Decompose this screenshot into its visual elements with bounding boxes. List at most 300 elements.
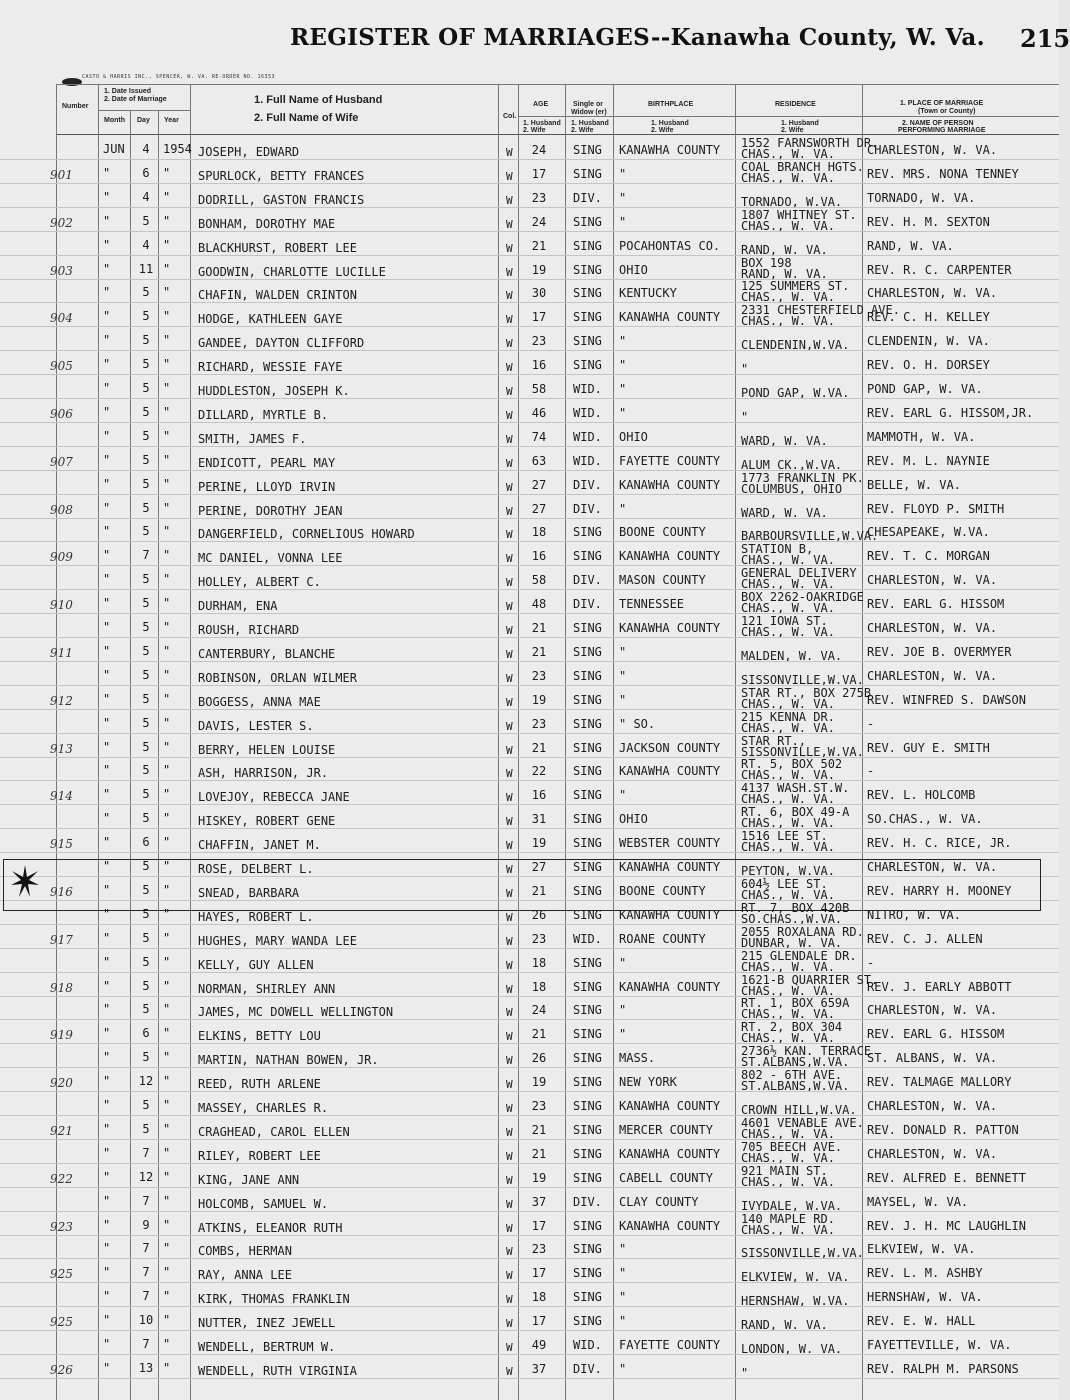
row-rule: [0, 757, 1059, 758]
table-row: [0, 1213, 1059, 1237]
color-cell: W: [506, 193, 513, 207]
place-of-marriage: NITRO, W. VA.: [867, 907, 961, 922]
age-cell: 21: [531, 621, 547, 635]
table-row: [0, 758, 1059, 782]
marital-status: DIV.: [573, 597, 602, 612]
residence-line-1: 215 KENNA DR.: [741, 709, 835, 724]
month-cell: ": [103, 978, 111, 993]
birthplace-cell: ": [619, 358, 627, 373]
color-cell: W: [506, 337, 513, 351]
age-cell: 58: [531, 573, 547, 588]
residence-line-2: IVYDALE, W.VA.: [741, 1198, 843, 1213]
year-cell: ": [163, 1313, 171, 1328]
year-cell: ": [163, 930, 171, 945]
year-cell: ": [163, 835, 171, 850]
place-of-marriage: CHARLESTON, W. VA.: [867, 668, 998, 683]
place-of-marriage: REV. H. C. RICE, JR.: [867, 836, 1012, 851]
marital-status: SING: [573, 1027, 602, 1042]
color-cell: W: [506, 791, 513, 805]
place-of-marriage: CHARLESTON, W. VA.: [867, 860, 998, 874]
year-cell: ": [163, 524, 171, 539]
row-rule: [0, 661, 1059, 662]
table-row: [0, 782, 1059, 806]
day-cell: 5: [142, 906, 150, 921]
place-of-marriage: ST. ALBANS, W. VA.: [867, 1051, 998, 1066]
residence-line-1: 1621-B QUARRIER ST.: [741, 972, 879, 987]
marital-status: SING: [573, 836, 602, 851]
year-cell: ": [163, 261, 171, 276]
day-cell: 5: [142, 620, 150, 634]
age-cell: 19: [531, 836, 547, 851]
color-cell: W: [506, 385, 513, 398]
full-name: WENDELL, RUTH VIRGINIA: [198, 1363, 357, 1378]
residence-cell: [741, 280, 849, 304]
table-row: [0, 1141, 1059, 1165]
full-name: COMBS, HERMAN: [198, 1244, 292, 1259]
year-cell: ": [163, 882, 171, 897]
place-of-marriage: REV. J. EARLY ABBOTT: [867, 979, 1012, 994]
month-cell: ": [103, 906, 111, 921]
row-rule: [0, 1163, 1059, 1164]
residence-line-1: 1552 FARNSWORTH DR.: [741, 136, 879, 150]
place-of-marriage: REV. J. H. MC LAUGHLIN: [867, 1218, 1026, 1233]
full-name: HOLCOMB, SAMUEL W.: [198, 1196, 329, 1211]
birthplace-cell: ": [619, 166, 627, 181]
full-name: CRAGHEAD, CAROL ELLEN: [198, 1124, 350, 1139]
residence-cell: [741, 1332, 842, 1356]
marital-status: WID.: [573, 382, 602, 396]
month-cell: ": [103, 691, 111, 706]
residence-line-2: CHAS., W. VA.: [741, 218, 835, 233]
residence-cell: [741, 1141, 842, 1165]
marital-status: SING: [573, 262, 602, 277]
entry-number: 920: [50, 1076, 73, 1091]
marital-status: SING: [573, 644, 602, 659]
full-name: KING, JANE ANN: [198, 1172, 300, 1187]
year-cell: ": [163, 548, 171, 563]
place-of-marriage: REV. E. W. HALL: [867, 1314, 976, 1329]
full-name: GANDEE, DAYTON CLIFFORD: [198, 336, 365, 351]
residence-line-1: 215 GLENDALE DR.: [741, 948, 857, 963]
entry-number: 907: [50, 454, 73, 469]
full-name: HOLLEY, ALBERT C.: [198, 575, 321, 590]
table-row: [0, 328, 1059, 352]
full-name: MASSEY, CHARLES R.: [198, 1101, 329, 1115]
color-cell: W: [506, 1293, 513, 1307]
table-row: [0, 687, 1059, 711]
full-name: JAMES, MC DOWELL WELLINGTON: [198, 1005, 394, 1020]
full-name: DILLARD, MYRTLE B.: [198, 407, 329, 422]
row-rule: [0, 1043, 1059, 1044]
residence-line-2: CHAS., W. VA.: [741, 840, 835, 855]
day-cell: 5: [142, 333, 150, 348]
full-name: NUTTER, INEZ JEWELL: [198, 1316, 336, 1331]
header-date-marriage: 2. Date of Marriage: [104, 96, 167, 103]
entry-number: 919: [50, 1028, 73, 1043]
full-name: CANTERBURY, BLANCHE: [198, 646, 336, 661]
place-of-marriage: REV. M. L. NAYNIE: [867, 453, 990, 468]
row-rule: [0, 1139, 1059, 1140]
full-name: HAYES, ROBERT L.: [198, 909, 314, 924]
birthplace-cell: ROANE COUNTY: [619, 931, 706, 946]
residence-line-2: CHAS., W. VA.: [741, 625, 835, 639]
residence-line-2: CHAS., W. VA.: [741, 887, 835, 902]
header-place-2: (Town or County): [918, 108, 976, 115]
full-name: PERINE, LLOYD IRVIN: [198, 479, 336, 494]
table-row: [0, 950, 1059, 974]
month-cell: ": [103, 1313, 111, 1328]
entry-number: 915: [50, 837, 73, 852]
table-row: [0, 1260, 1059, 1284]
age-cell: 17: [531, 310, 547, 325]
birthplace-cell: TENNESSEE: [619, 597, 685, 612]
residence-line-2: CHAS., W. VA.: [741, 147, 835, 161]
birthplace-cell: KANAWHA COUNTY: [619, 1218, 721, 1233]
age-cell: 23: [531, 334, 547, 349]
day-cell: 5: [142, 715, 150, 730]
residence-line-1: 2331 CHESTERFIELD AVE.: [741, 303, 900, 318]
color-cell: W: [506, 1030, 513, 1044]
residence-line-2: RAND, W. VA.: [741, 1318, 828, 1333]
birthplace-cell: MASS.: [619, 1051, 656, 1066]
year-cell: ": [163, 954, 171, 969]
color-cell: W: [506, 432, 513, 446]
age-cell: 63: [531, 453, 547, 468]
full-name: BOGGESS, ANNA MAE: [198, 694, 321, 709]
entry-number: 925: [50, 1267, 73, 1282]
month-cell: ": [103, 1002, 111, 1017]
table-row: [0, 711, 1059, 735]
full-name: RICHARD, WESSIE FAYE: [198, 360, 343, 375]
day-cell: 6: [142, 165, 150, 180]
row-rule: [0, 780, 1059, 781]
place-of-marriage: REV. RALPH M. PARSONS: [867, 1361, 1019, 1376]
residence-cell: [741, 496, 828, 520]
entry-number: 906: [50, 406, 73, 421]
marital-status: WID.: [573, 405, 602, 420]
year-cell: ": [163, 1050, 171, 1065]
row-rule: [0, 470, 1059, 471]
entry-number: 908: [50, 502, 73, 517]
year-cell: ": [163, 739, 171, 754]
place-of-marriage: REV. H. M. SEXTON: [867, 214, 990, 229]
month-cell: ": [103, 1265, 111, 1280]
residence-line-2: CHAS., W. VA.: [741, 170, 835, 185]
residence-line-2: CHAS., W. VA.: [741, 720, 835, 735]
color-cell: W: [506, 600, 513, 614]
header-place-1: 1. PLACE OF MARRIAGE: [900, 100, 984, 107]
residence-cell: [741, 1213, 835, 1237]
day-cell: 5: [142, 476, 150, 491]
row-rule: [0, 398, 1059, 399]
table-row: [0, 1284, 1059, 1308]
age-cell: 17: [531, 166, 547, 181]
year-cell: ": [163, 1217, 171, 1232]
full-name: CHAFFIN, JANET M.: [198, 838, 321, 853]
header-col: Col.: [503, 113, 517, 120]
marital-status: DIV.: [573, 573, 602, 588]
month-cell: ": [103, 620, 111, 634]
page-title: REGISTER OF MARRIAGES--Kanawha County, W. Va.: [290, 24, 985, 51]
residence-line-2: CHAS., W. VA.: [741, 1031, 835, 1046]
age-cell: 74: [531, 429, 547, 444]
day-cell: 5: [142, 763, 150, 778]
color-cell: W: [506, 1054, 513, 1068]
residence-line-1: 4601 VENABLE AVE.: [741, 1115, 864, 1130]
residence-cell: [741, 782, 849, 806]
residence-cell: [741, 1069, 849, 1093]
residence-line-2: CHAS., W. VA.: [741, 577, 835, 592]
residence-line-1: 2055 ROXALANA RD.: [741, 924, 864, 939]
residence-cell: [741, 448, 842, 472]
full-name: GOODWIN, CHARLOTTE LUCILLE: [198, 264, 386, 279]
row-rule: [0, 804, 1059, 805]
year-cell: ": [163, 1265, 171, 1280]
full-name: BERRY, HELEN LOUISE: [198, 742, 336, 757]
month-cell: ": [103, 739, 111, 754]
day-cell: 5: [142, 1050, 150, 1065]
entry-number: 910: [50, 598, 73, 613]
day-cell: 7: [142, 548, 150, 563]
entry-number: 914: [50, 789, 73, 804]
row-rule: [0, 422, 1059, 423]
header-wife-name: 2. Full Name of Wife: [254, 112, 359, 124]
full-name: MC DANIEL, VONNA LEE: [198, 551, 343, 566]
day-cell: 9: [142, 1217, 150, 1232]
full-name: ENDICOTT, PEARL MAY: [198, 455, 336, 470]
residence-line-1: GENERAL DELIVERY: [741, 566, 857, 581]
birthplace-cell: KANAWHA COUNTY: [619, 310, 721, 325]
color-cell: W: [506, 934, 513, 948]
month-cell: ": [103, 189, 111, 204]
month-cell: ": [103, 1169, 111, 1184]
residence-line-1: 140 MAPLE RD.: [741, 1211, 835, 1226]
residence-line-1: RT. 5, BOX 502: [741, 757, 843, 772]
table-row: [0, 543, 1059, 567]
entry-number: 923: [50, 1219, 73, 1234]
year-cell: ": [163, 404, 171, 419]
residence-cell: [741, 233, 828, 257]
day-cell: 5: [142, 811, 150, 826]
birthplace-cell: KANAWHA COUNTY: [619, 1099, 721, 1113]
marital-status: SING: [573, 1122, 602, 1137]
residence-line-1: BOX 198: [741, 255, 792, 270]
age-cell: 24: [531, 214, 547, 229]
age-cell: 26: [531, 1051, 547, 1066]
month-cell: ": [103, 1337, 111, 1351]
day-cell: 5: [142, 1002, 150, 1017]
place-of-marriage: REV. FLOYD P. SMITH: [867, 501, 1005, 516]
row-rule: [0, 541, 1059, 542]
day-cell: 13: [138, 1360, 154, 1375]
marital-status: SING: [573, 716, 602, 731]
birthplace-cell: KANAWHA COUNTY: [619, 907, 721, 922]
birthplace-cell: ": [619, 214, 627, 229]
color-cell: W: [506, 1125, 513, 1139]
color-cell: W: [506, 743, 513, 757]
entry-number: 901: [50, 167, 73, 182]
marital-status: SING: [573, 1146, 602, 1161]
birthplace-cell: ": [619, 382, 627, 396]
color-cell: W: [506, 695, 513, 709]
residence-line-1: [741, 233, 828, 244]
year-cell: ": [163, 1193, 171, 1208]
place-of-marriage: RAND, W. VA.: [867, 238, 954, 253]
header-date-issued: 1. Date Issued: [104, 88, 152, 95]
residence-line-1: 2736½ KAN. TERRACE: [741, 1044, 872, 1059]
year-cell: ": [163, 978, 171, 993]
row-rule: [0, 1091, 1059, 1092]
month-cell: ": [103, 643, 111, 658]
birthplace-cell: MASON COUNTY: [619, 573, 706, 588]
month-cell: ": [103, 835, 111, 850]
year-cell: ": [163, 237, 171, 252]
day-cell: 5: [142, 930, 150, 945]
year-cell: ": [163, 165, 171, 180]
color-cell: W: [506, 289, 513, 303]
residence-cell: [741, 591, 864, 615]
residence-line-2: CHAS., W. VA.: [741, 290, 835, 305]
full-name: ELKINS, BETTY LOU: [198, 1029, 321, 1044]
header-place-3: 2. NAME OF PERSON: [902, 120, 974, 127]
table-row: [0, 161, 1059, 185]
row-rule: [0, 589, 1059, 590]
year-cell: ": [163, 1360, 171, 1375]
month-cell: ": [103, 1074, 111, 1089]
month-cell: ": [103, 954, 111, 969]
day-cell: 12: [138, 1074, 154, 1089]
month-cell: ": [103, 1026, 111, 1041]
month-cell: ": [103, 476, 111, 491]
residence-line-2: WARD, W. VA.: [741, 433, 828, 448]
table-row: [0, 997, 1059, 1021]
birthplace-cell: ": [619, 955, 627, 970]
color-cell: W: [506, 839, 513, 853]
year-cell: 1954: [163, 142, 192, 156]
day-cell: 4: [142, 189, 150, 204]
table-row: [0, 974, 1059, 998]
month-cell: ": [103, 1241, 111, 1256]
year-cell: ": [163, 285, 171, 300]
age-cell: 27: [531, 477, 547, 492]
residence-cell: [741, 424, 828, 448]
marital-status: SING: [573, 812, 602, 827]
residence-line-2: DUNBAR, W. VA.: [741, 935, 843, 950]
entry-number: 909: [50, 550, 73, 565]
age-cell: 21: [531, 1122, 547, 1137]
place-of-marriage: CHARLESTON, W. VA.: [867, 1146, 998, 1161]
month-cell: ": [103, 811, 111, 826]
residence-line-2: RAND, W. VA.: [741, 266, 828, 281]
birthplace-cell: ": [619, 644, 627, 659]
residence-line-2: CHAS., W. VA.: [741, 816, 835, 831]
place-of-marriage: CHARLESTON, W. VA.: [867, 621, 998, 635]
table-row: [0, 1189, 1059, 1213]
color-cell: W: [506, 1317, 513, 1331]
marital-status: DIV.: [573, 501, 602, 516]
day-cell: 5: [142, 882, 150, 897]
year-cell: ": [163, 452, 171, 467]
residence-cell: [741, 1356, 748, 1380]
year-cell: ": [163, 333, 171, 348]
table-row: [0, 1093, 1059, 1117]
month-cell: ": [103, 1360, 111, 1375]
year-cell: ": [163, 859, 171, 873]
residence-cell: [741, 1189, 842, 1213]
birthplace-cell: NEW YORK: [619, 1075, 677, 1090]
month-cell: ": [103, 548, 111, 563]
day-cell: 5: [142, 667, 150, 682]
residence-cell: [741, 758, 842, 782]
residence-line-1: [741, 1189, 842, 1200]
birthplace-cell: ": [619, 668, 627, 683]
residence-line-2: CHAS., W. VA.: [741, 983, 835, 998]
marital-status: SING: [573, 238, 602, 253]
table-row: [0, 519, 1059, 543]
month-cell: ": [103, 1121, 111, 1136]
year-cell: ": [163, 1241, 171, 1256]
month-cell: ": [103, 237, 111, 252]
residence-line-1: 705 BEECH AVE.: [741, 1139, 843, 1154]
day-cell: 5: [142, 309, 150, 324]
month-cell: ": [103, 261, 111, 276]
residence-cell: [741, 472, 864, 496]
entry-number: 911: [50, 645, 73, 660]
color-cell: W: [506, 815, 513, 829]
color-cell: W: [506, 1341, 513, 1354]
header-res-sub1: 1. Husband: [781, 120, 819, 127]
marital-status: SING: [573, 166, 602, 181]
residence-line-2: ": [741, 409, 749, 424]
birthplace-cell: WEBSTER COUNTY: [619, 836, 721, 851]
birthplace-cell: KANAWHA COUNTY: [619, 979, 721, 994]
month-cell: ": [103, 452, 111, 467]
age-cell: 19: [531, 1170, 547, 1185]
table-row: [0, 1308, 1059, 1332]
marital-status: SING: [573, 955, 602, 970]
residence-line-1: RT. 6, BOX 49-A: [741, 805, 850, 820]
place-of-marriage: REV. L. M. ASHBY: [867, 1266, 983, 1281]
age-cell: 26: [531, 907, 547, 922]
residence-line-2: CHAS., W. VA.: [741, 792, 835, 807]
place-of-marriage: REV. C. H. KELLEY: [867, 310, 990, 325]
residence-line-2: ALUM CK.,W.VA.: [741, 457, 843, 472]
month-cell: ": [103, 165, 111, 180]
color-cell: W: [506, 671, 513, 685]
color-cell: W: [506, 863, 513, 876]
table-row: [0, 1332, 1059, 1356]
day-cell: 5: [142, 1098, 150, 1112]
year-cell: ": [163, 596, 171, 611]
birthplace-cell: BOONE COUNTY: [619, 525, 706, 540]
year-cell: ": [163, 1098, 171, 1112]
residence-cell: [741, 376, 849, 400]
residence-cell: [741, 1165, 835, 1189]
residence-cell: [741, 926, 864, 950]
residence-line-1: 1516 LEE ST.: [741, 829, 828, 844]
entry-number: 912: [50, 693, 73, 708]
color-cell: W: [506, 1221, 513, 1235]
residence-cell: [741, 1284, 849, 1308]
year-cell: ": [163, 1074, 171, 1089]
birthplace-cell: KANAWHA COUNTY: [619, 143, 721, 157]
residence-line-2: ST.ALBANS,W.VA.: [741, 1055, 850, 1070]
table-row: [0, 735, 1059, 759]
color-cell: W: [506, 1269, 513, 1283]
year-cell: ": [163, 189, 171, 204]
place-of-marriage: REV. ALFRED E. BENNETT: [867, 1170, 1026, 1185]
age-cell: 21: [531, 644, 547, 659]
